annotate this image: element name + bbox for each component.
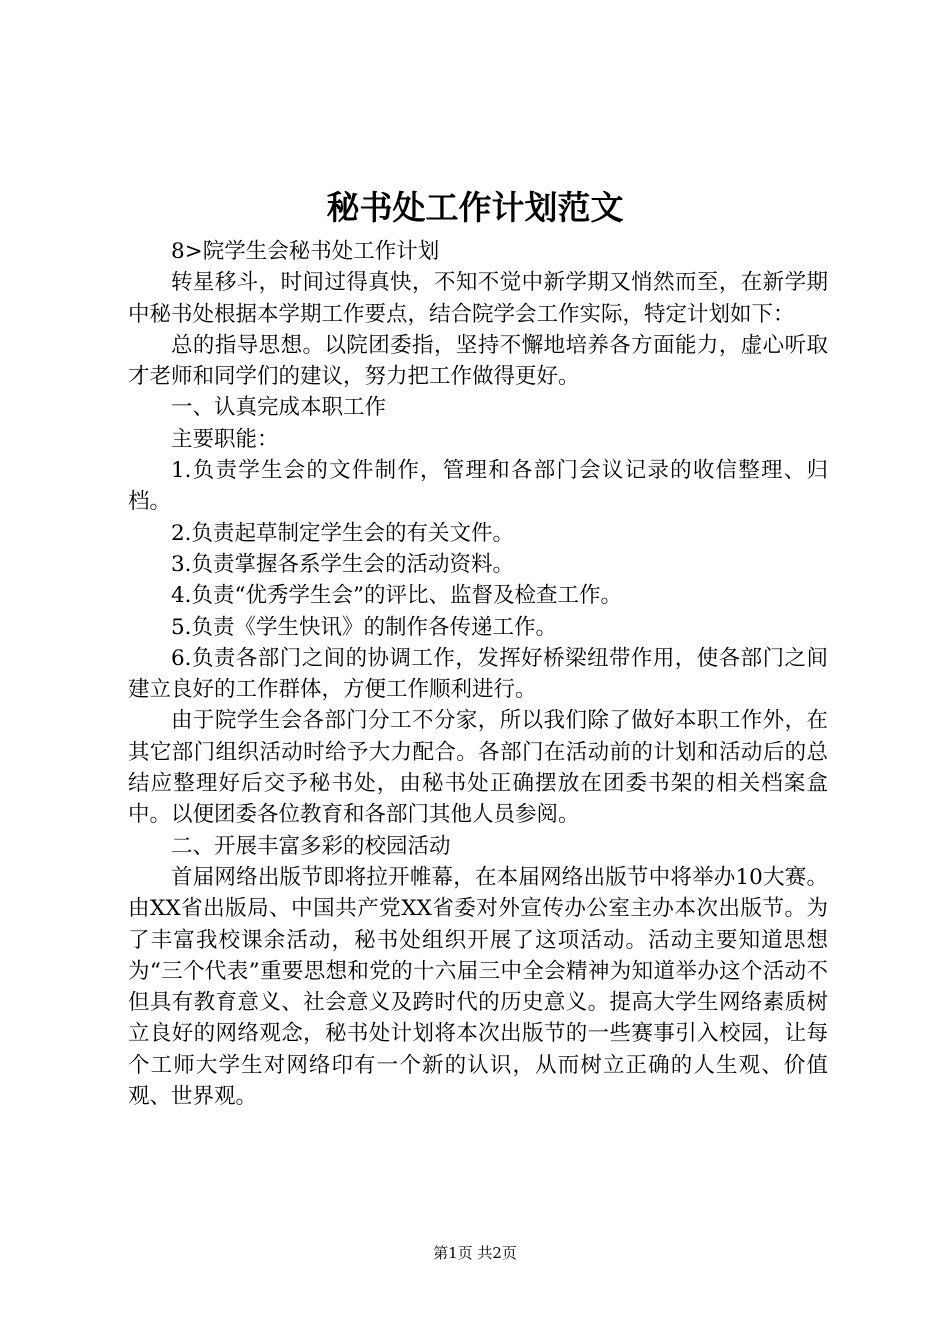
paragraph-subtitle: 8>院学生会秘书处工作计划 — [171, 239, 440, 264]
duty-item-4: 4.负责“优秀学生会”的评比、监督及检查工作。 — [171, 583, 622, 609]
page-number-footer: 第1页 共2页 — [433, 1244, 517, 1262]
document-body — [128, 236, 828, 1112]
duty-item-6: 6.负责各部门之间的协调工作，发挥好桥梁纽带作用，使各部门之间建立良好的工作群体，方便工作顺利进行。 — [128, 645, 828, 703]
paragraph-network-festival: 首届网络出版节即将拉开帷幕，在本届网络出版节中将举办10大赛。由XX省出版局、中国共产党XX省委对外宣传办公室主办本次出版节。为了丰富我校课余活动，秘书处组织开展了这项活动。活动主要知道思想为“三个代表”重要思想和党的十六届三中全会精神为知道举办这个活动不但具有教育意义、社会意义及跨时代的历史意义。提高大学生网络素质树立良好的网络观念，秘书处计划将本次出版节的一些赛事引入校园，让每个工师大学生对网络印有一个新的认识，从而树立正确的人生观、价值观、世界观。 — [128, 864, 828, 1110]
duty-item-2: 2.负责起草制定学生会的有关文件。 — [171, 520, 515, 546]
section-heading-1: 一、认真完成本职工作 — [171, 395, 387, 421]
document-title: 秘书处工作计划范文 — [326, 188, 624, 227]
paragraph-main-duties-label: 主要职能： — [171, 426, 279, 452]
duty-item-1: 1.负责学生会的文件制作，管理和各部门会议记录的收信整理、归档。 — [128, 458, 828, 515]
paragraph-intro: 转星移斗，时间过得真快，不知不觉中新学期又悄然而至，在新学期中秘书处根据本学期工作要点，结合院学会工作实际，特定计划如下： — [128, 270, 828, 327]
duty-item-5: 5.负责《学生快讯》的制作各传递工作。 — [171, 614, 558, 640]
section-heading-2: 二、开展丰富多彩的校园活动 — [171, 833, 451, 859]
paragraph-cooperation: 由于院学生会各部门分工不分家，所以我们除了做好本职工作外，在其它部门组织活动时给予大力配合。各部门在活动前的计划和活动后的总结应整理好后交予秘书处，由秘书处正确摆放在团委书架的相关档案盒中。以便团委各位教育和各部门其他人员参阅。 — [128, 708, 828, 828]
paragraph-guiding-thought: 总的指导思想。以院团委指，坚持不懈地培养各方面能力，虚心听取才老师和同学们的建议，努力把工作做得更好。 — [128, 332, 828, 390]
duty-item-3: 3.负责掌握各系学生会的活动资料。 — [171, 551, 515, 577]
